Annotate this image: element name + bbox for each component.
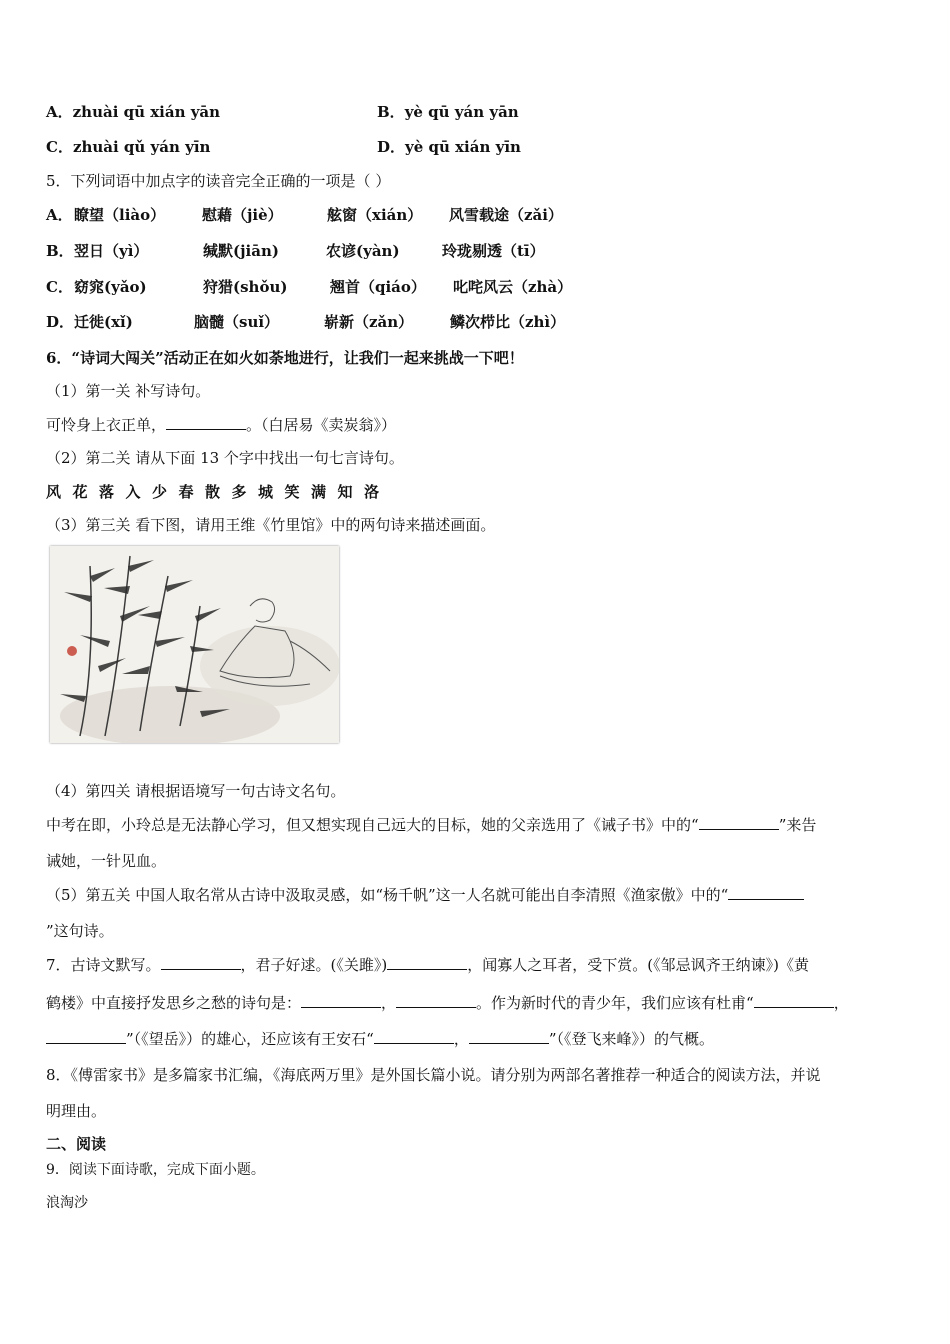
- q6-level5-cont: ”这句诗。: [46, 922, 114, 940]
- q7-line1: 7．古诗文默写。 ，君子好逑。(《关雎》) ，闻寡人之耳者，受下赏。(《邹忌讽齐王纳谏》)《黄: [46, 956, 809, 974]
- q4-option-a: [46, 102, 220, 122]
- answer-blank[interactable]: [728, 885, 804, 900]
- answer-blank[interactable]: [374, 1029, 454, 1044]
- option-label: D．: [377, 138, 406, 156]
- answer-blank[interactable]: [166, 415, 246, 430]
- q6-level5: （5）第五关 中国人取名常从古诗中汲取灵感，如“杨千帆”这一人名就可能出自李清照《渔家傲》中的“: [46, 885, 804, 905]
- q6-level1-prompt: 可怜身上衣正单， 。（白居易《卖炭翁》）: [46, 416, 397, 434]
- q4-option-b: [377, 102, 519, 122]
- option-label: B．: [377, 103, 405, 121]
- q6-level4-context-cont: 诫她，一针见血。: [46, 852, 167, 870]
- q6-stem: 6．“诗词大闯关”活动正在如火如荼地进行，让我们一起来挑战一下吧！: [46, 349, 524, 367]
- poem-title: 浪淘沙: [46, 1195, 88, 1211]
- q4-option-d: [377, 137, 521, 157]
- answer-blank[interactable]: [387, 955, 467, 970]
- answer-blank[interactable]: [396, 993, 476, 1008]
- q5-option-a: A．瞭望（liào） 慰藉（jiè） 舷窗（xián） 风雪载途（zǎi）: [46, 206, 563, 224]
- option-text: zhuài qǔ yán yīn: [72, 138, 211, 156]
- q5-option-d: D．迁徙(xǐ) 脑髓（suǐ） 崭新（zǎn） 鳞次栉比（zhì）: [46, 313, 566, 331]
- q6-char-grid: 风 花 落 入 少 春 散 多 城 笑 满 知 洛: [46, 483, 380, 501]
- q6-level2: （2）第二关 请从下面 13 个字中找出一句七言诗句。: [46, 449, 404, 467]
- option-label: C．: [46, 138, 73, 156]
- q5-stem: 5．下列词语中加点字的读音完全正确的一项是（ ）: [46, 172, 391, 190]
- q6-level4: （4）第四关 请根据语境写一句古诗文名句。: [46, 782, 346, 800]
- answer-blank[interactable]: [161, 955, 241, 970]
- answer-blank[interactable]: [754, 993, 834, 1008]
- q5-option-c: C．窈窕(yǎo) 狩猎(shǒu) 翘首（qiáo） 叱咤风云（zhà）: [46, 278, 573, 296]
- option-text: yè qū yán yān: [404, 103, 519, 121]
- section-heading: 二、阅读: [46, 1135, 107, 1153]
- q6-level4-context: 中考在即，小玲总是无法静心学习，但又想实现自己远大的目标，她的父亲选用了《诫子书》中的“ ”来告: [46, 816, 817, 834]
- answer-blank[interactable]: [699, 815, 779, 830]
- answer-blank[interactable]: [301, 993, 381, 1008]
- q7-line2: 鹤楼》中直接抒发思乡之愁的诗句是： ， 。作为新时代的青少年，我们应该有杜甫“ ，: [46, 994, 849, 1012]
- q8-line2: 明理由。: [46, 1102, 107, 1120]
- option-text: zhuài qū xián yān: [72, 103, 221, 121]
- answer-blank[interactable]: [46, 1029, 126, 1044]
- q6-level3: （3）第三关 看下图，请用王维《竹里馆》中的两句诗来描述画面。: [46, 516, 496, 534]
- option-label: A．: [46, 103, 73, 121]
- q8-line1: 8．《傅雷家书》是多篇家书汇编，《海底两万里》是外国长篇小说。请分别为两部名著推荐一种适合的阅读方法，并说: [46, 1066, 821, 1084]
- q9-stem: 9．阅读下面诗歌，完成下面小题。: [46, 1162, 265, 1178]
- option-text: yè qū xián yīn: [405, 138, 521, 156]
- q6-level1: （1）第一关 补写诗句。: [46, 382, 211, 400]
- q7-line3: ”（《望岳》）的雄心，还应该有王安石“ ， ”（《登飞来峰》）的气概。: [46, 1029, 714, 1049]
- bamboo-scholar-illustration: [50, 546, 339, 743]
- answer-blank[interactable]: [469, 1029, 549, 1044]
- q5-option-b: B．翌日（yì） 缄默(jiān) 农谚(yàn) 玲珑剔透（tī）: [46, 242, 545, 260]
- q4-option-c: [46, 137, 210, 157]
- bamboo-painting: [50, 546, 339, 743]
